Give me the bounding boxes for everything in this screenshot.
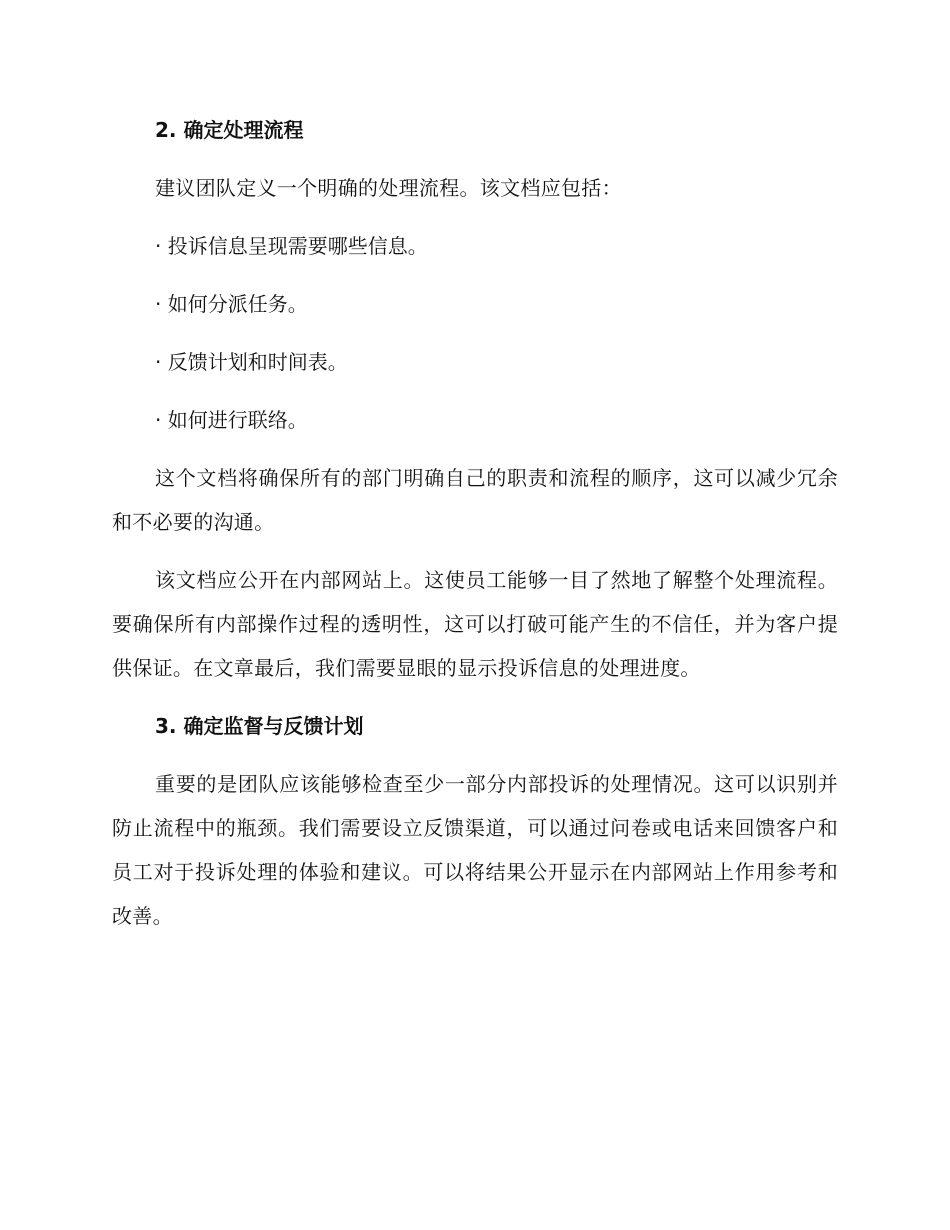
section-3-paragraph-1: 重要的是团队应该能够检查至少一部分内部投诉的处理情况。这可以识别并防止流程中的瓶颈。我们需要设立反馈渠道，可以通过问卷或电话来回馈客户和员工对于投诉处理的体验和建议。可以将结果公开显示在内部网站上作用参考和改善。: [112, 772, 838, 928]
document-body: [112, 108, 838, 952]
bullet-item-4: · 如何进行联络。: [155, 408, 308, 432]
section-heading-2: 2. 确定处理流程: [155, 118, 304, 142]
bullet-item-3: · 反馈计划和时间表。: [155, 350, 348, 374]
section-heading-3: 3. 确定监督与反馈计划: [155, 714, 364, 738]
bullet-item-2: · 如何分派任务。: [155, 292, 308, 316]
bullet-item-1: · 投诉信息呈现需要哪些信息。: [155, 234, 428, 258]
section-2-intro: 建议团队定义一个明确的处理流程。该文档应包括：: [155, 176, 622, 200]
section-2-paragraph-2: 该文档应公开在内部网站上。这使员工能够一目了然地了解整个处理流程。要确保所有内部操作过程的透明性，这可以打破可能产生的不信任，并为客户提供保证。在文章最后，我们需要显眼的显示投诉信息的处理进度。: [112, 568, 838, 680]
section-2-paragraph-1: 这个文档将确保所有的部门明确自己的职责和流程的顺序，这可以减少冗余和不必要的沟通。: [112, 466, 838, 534]
